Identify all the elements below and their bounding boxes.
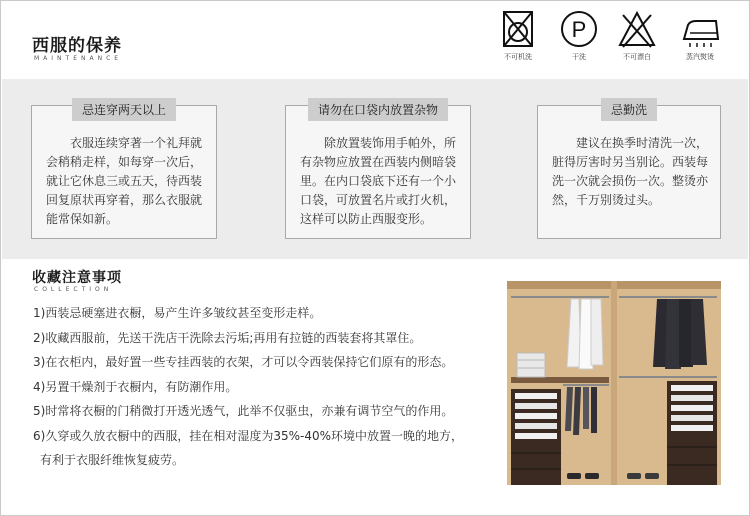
card-no-consecutive-wear	[31, 105, 217, 239]
no-machine-wash-icon	[501, 9, 535, 49]
card-body: 建议在换季时清洗一次，脏得厉害时另当别论。西装每洗一次就会损伤一次。整烫亦然，千万别烫过头。	[552, 136, 709, 207]
care-item-no-machine-wash	[487, 9, 549, 62]
care-item-steam-iron	[669, 9, 731, 62]
wardrobe-photo	[507, 281, 721, 485]
collection-subtitle: COLLECTION	[34, 286, 113, 293]
care-item-dry-clean	[548, 9, 610, 62]
care-item-no-bleach	[606, 9, 668, 62]
care-label: 不可机洗	[504, 53, 532, 61]
dry-clean-icon	[559, 9, 599, 49]
care-label: 蒸汽熨烫	[686, 53, 714, 61]
card-empty-pockets	[285, 105, 471, 239]
card-body: 除放置装饰用手帕外，所有杂物应放置在西装内侧暗袋里。在内口袋底下还有一个小口袋，可放置名片或打火机，这样可以防止西服变形。	[300, 136, 457, 226]
list-item: 5)时常将衣橱的门稍微打开透光透气，此举不仅驱虫，亦兼有调节空气的作用。	[33, 404, 454, 418]
list-item: 有利于衣服纤维恢复疲劳。	[40, 453, 185, 467]
care-label: 不可漂白	[623, 53, 651, 61]
no-bleach-icon	[617, 9, 657, 49]
list-item: 6)久穿或久放衣橱中的西服，挂在相对湿度为35%-40%环境中放置一晚的地方，	[33, 428, 463, 443]
page-subtitle: MAINTENANCE	[34, 55, 123, 62]
collection-list	[33, 301, 493, 473]
dry-clean-glyph: P	[571, 17, 587, 42]
card-body: 衣服连续穿著一个礼拜就会稍稍走样，如每穿一次后，就让它休息三或五天，待西装回复原状再穿着，那么衣服就能常保如新。	[46, 136, 203, 226]
page-title: 西服的保养	[32, 36, 122, 56]
collection-title: 收藏注意事项	[32, 270, 122, 286]
card-avoid-frequent-washing	[537, 105, 721, 239]
list-item: 4)另置干燥剂于衣橱内，有防潮作用。	[33, 379, 238, 394]
list-item: 1)西装忌硬塞进衣橱，易产生许多皱纹甚至变形走样。	[33, 306, 322, 320]
list-item: 3)在衣柜内，最好置一些专挂西装的衣架，才可以令西装保持它们原有的形态。	[33, 355, 454, 369]
card-tag: 忌连穿两天以上	[72, 98, 176, 121]
care-label: 干洗	[572, 53, 586, 61]
card-tag: 请勿在口袋内放置杂物	[308, 98, 448, 121]
card-tag: 忌勤洗	[601, 98, 657, 121]
steam-iron-icon	[678, 9, 722, 49]
list-item: 2)收藏西服前，先送干洗店干洗除去污垢;再用有拉链的西装套将其罩住。	[33, 330, 422, 345]
